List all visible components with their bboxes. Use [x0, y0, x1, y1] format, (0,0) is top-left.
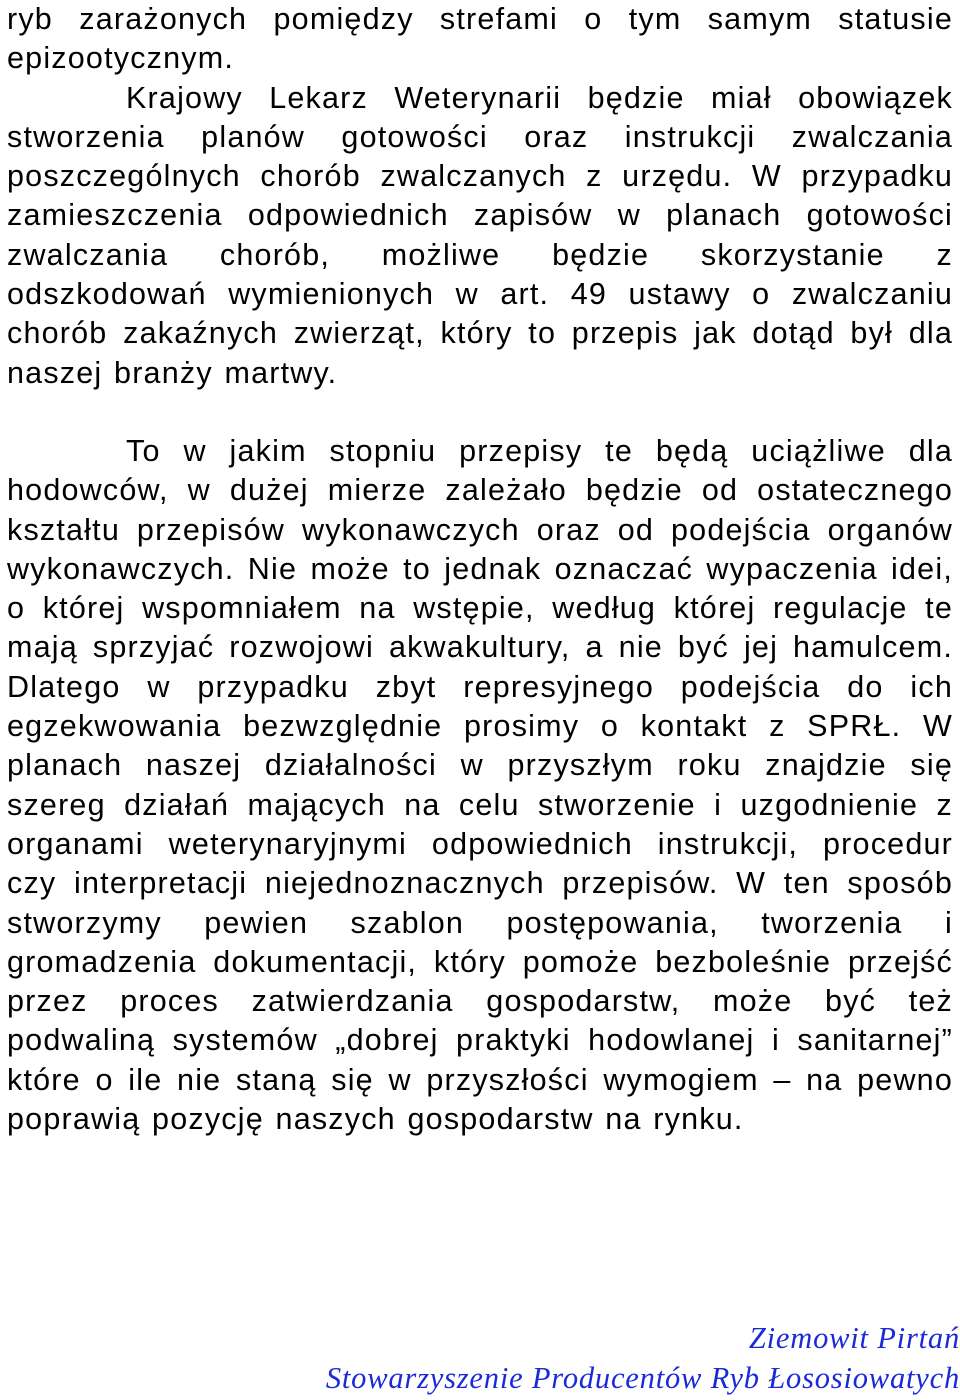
- signature-author: Ziemowit Pirtań: [748, 1321, 960, 1355]
- signature-block: [326, 1318, 960, 1398]
- signature-organization: Stowarzyszenie Producentów Ryb Łososiowatych: [325, 1361, 960, 1395]
- paragraph-body-content: Krajowy Lekarz Weterynarii będzie miał obowiązek stworzenia planów gotowości oraz instrukcji zwalczania poszczególnych chorób zwalczanych z urzędu. W przypadku zamieszczenia odpowiednich zapisów w planach gotowości zwalczania chorób, możliwe będzie skorzystanie z odszkodowań wymienionych w art. 49 ustawy o zwalczaniu chorób zakaźnych zwierząt, który to przepis jak dotąd był dla naszej branży martwy.: [7, 80, 953, 390]
- paragraph-continuation: [7, 0, 953, 393]
- document-page: [7, 0, 953, 1139]
- paragraph-main: To w jakim stopniu przepisy te będą uciążliwe dla hodowców, w dużej mierze zależało będzie od ostatecznego kształtu przepisów wykonawczych oraz od podejścia organów wykonawczych. Nie może to jednak oznaczać wypaczenia idei, o której wspomniałem na wstępie, według której regulacje te mają sprzyjać rozwojowi akwakultury, a nie być jej hamulcem. Dlatego w przypadku zbyt represyjnego podejścia do ich egzekwowania bezwzględnie prosimy o kontakt z SPRŁ. W planach naszej działalności w przyszłym roku znajdzie się szereg działań mających na celu stworzenie i uzgodnienie z organami weterynaryjnymi odpowiednich instrukcji, procedur czy interpretacji niejednoznacznych przepisów. W ten sposób stworzymy pewien szablon postępowania, tworzenia i gromadzenia dokumentacji, który pomoże bezboleśnie przejść przez proces zatwierdzania gospodarstw, może być też podwaliną systemów „dobrej praktyki hodowlanej i sanitarnej” które o ile nie staną się w przyszłości wymogiem – na pewno poprawią pozycję naszych gospodarstw na rynku.: [7, 433, 953, 1137]
- paragraph-lead-text: ryb zarażonych pomiędzy strefami o tym samym statusie epizootycznym.: [7, 2, 953, 76]
